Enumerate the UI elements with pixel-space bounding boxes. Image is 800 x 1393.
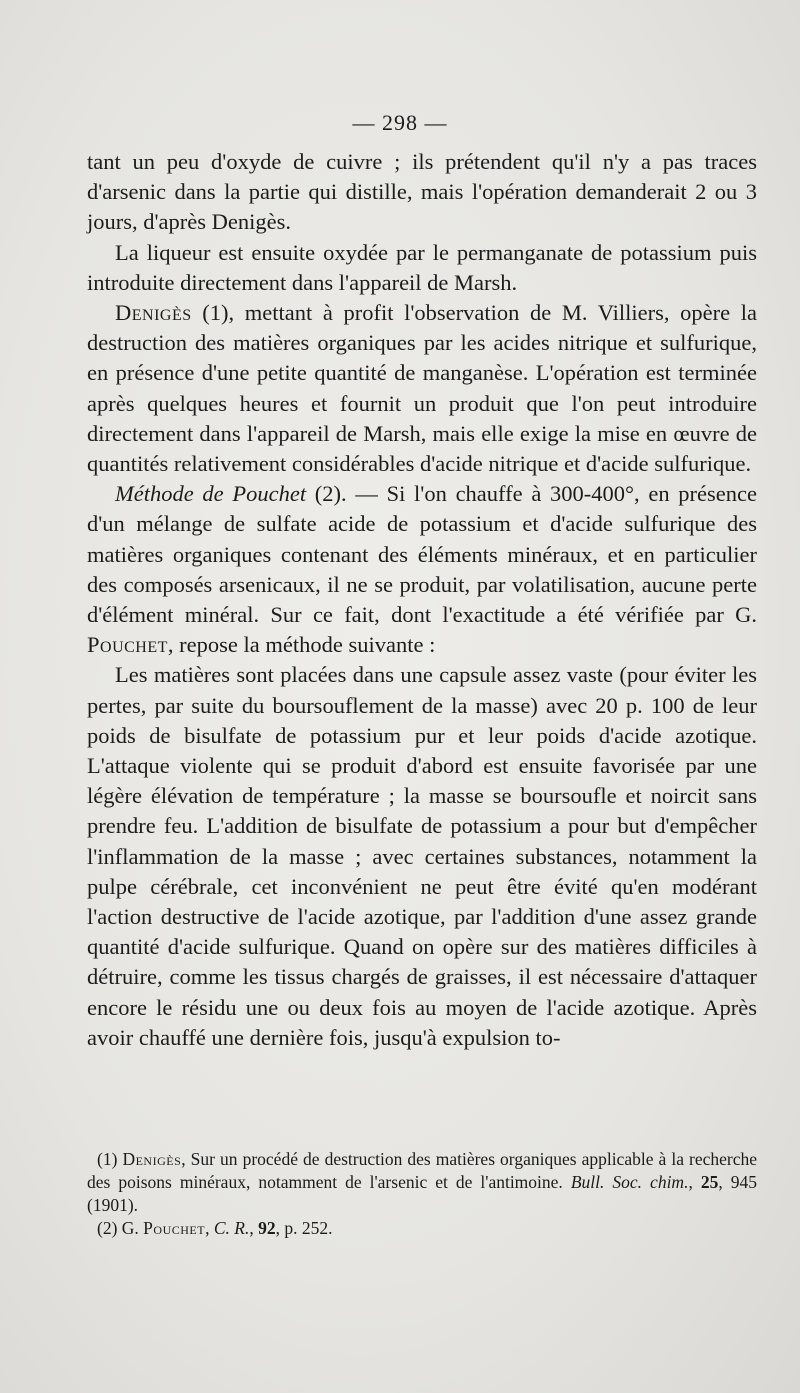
footnote-1-text: , Sur un procédé de destruction des matières organiques applicable à la recherche des poisons minéraux, notamment de l'arsenic et de l'antimoine. bbox=[87, 1149, 757, 1192]
footnotes bbox=[87, 1148, 757, 1240]
footnote-1-journal: Bull. Soc. chim. bbox=[570, 1172, 689, 1192]
footnote-1-sep: , bbox=[688, 1172, 701, 1192]
footnote-1-pages: , 945 (1901). bbox=[87, 1172, 758, 1215]
footnote-2-sep: , bbox=[205, 1218, 214, 1238]
footnote-2-sep2: , bbox=[249, 1218, 259, 1238]
paragraph-continuation: tant un peu d'oxyde de cuivre ; ils prétendent qu'il n'y a pas traces d'arsenic dans la partie qui distille, mais l'opération demanderait 2 ou 3 jours, d'après Denigès. bbox=[87, 149, 757, 235]
footnote-2-journal: C. R. bbox=[213, 1218, 250, 1238]
footnote-2-author: Pouchet bbox=[143, 1218, 206, 1238]
footnote-1-author: Denigès bbox=[122, 1149, 182, 1169]
author-pouchet: Pouchet bbox=[87, 632, 168, 658]
paragraph-pouchet-text-1: (2). — Si l'on chauffe à 300-400°, en présence d'un mélange de sulfate acide de potassium et d'acide sulfurique des matières organiques contenant des éléments minéraux, et en particulier des composés arsenicaux, il ne se produit, par volatilisation, aucune perte d'élément minéral. Sur ce fait, dont l'exactitude a été vérifiée par G. bbox=[87, 481, 757, 628]
footnote-1 bbox=[87, 1148, 757, 1217]
body-text bbox=[87, 147, 757, 1053]
footnote-1-volume: 25 bbox=[700, 1172, 719, 1192]
paragraph-pouchet-method bbox=[87, 479, 757, 660]
footnote-2 bbox=[87, 1217, 757, 1240]
paragraph-pouchet-text-2: , repose la méthode suivante : bbox=[167, 632, 436, 658]
page-number: — 298 — bbox=[352, 110, 448, 135]
author-deniges: Denigès bbox=[115, 300, 192, 326]
footnote-1-marker: (1) bbox=[97, 1149, 123, 1169]
footnote-2-pages: , p. 252. bbox=[275, 1218, 333, 1238]
method-title: Méthode de Pouchet bbox=[115, 481, 307, 507]
footnote-2-volume: 92 bbox=[258, 1218, 276, 1238]
paragraph-permanganate: La liqueur est ensuite oxydée par le permanganate de potassium puis introduite directement dans l'appareil de Marsh. bbox=[87, 239, 757, 295]
paragraph-deniges-text: (1), mettant à profit l'observation de M. Villiers, opère la destruction des matières organiques par les acides nitrique et sulfurique, en présence d'une petite quantité de manganèse. L'opération est terminée après quelques heures et fournit un produit que l'on peut introduire directement dans l'appareil de Marsh, mais elle exige la mise en œuvre de quantités relativement considérables d'acide nitrique et d'acide sulfurique. bbox=[87, 300, 757, 477]
paragraph-deniges bbox=[87, 298, 757, 479]
footnote-2-marker: (2) G. bbox=[97, 1218, 144, 1238]
paragraph-procedure: Les matières sont placées dans une capsule assez vaste (pour éviter les pertes, par suite du boursouflement de la masse) avec 20 p. 100 de leur poids de bisulfate de potassium pur et leur poids d'acide azotique. L'attaque violente qui se produit d'abord est ensuite favorisée par une légère élévation de température ; la masse se boursoufle et noircit sans prendre feu. L'addition de bisulfate de potassium a pour but d'empêcher l'inflammation de la masse ; avec certaines substances, notamment la pulpe cérébrale, cet inconvénient ne peut être évité qu'en modérant l'action destructive de l'acide azotique, par l'addition d'une assez grande quantité d'acide sulfurique. Quand on opère sur des matières difficiles à détruire, comme les tissus chargés de graisses, il est nécessaire d'attaquer encore le résidu une ou deux fois au moyen de l'acide azotique. Après avoir chauffé une dernière fois, jusqu'à expulsion to- bbox=[87, 662, 757, 1050]
